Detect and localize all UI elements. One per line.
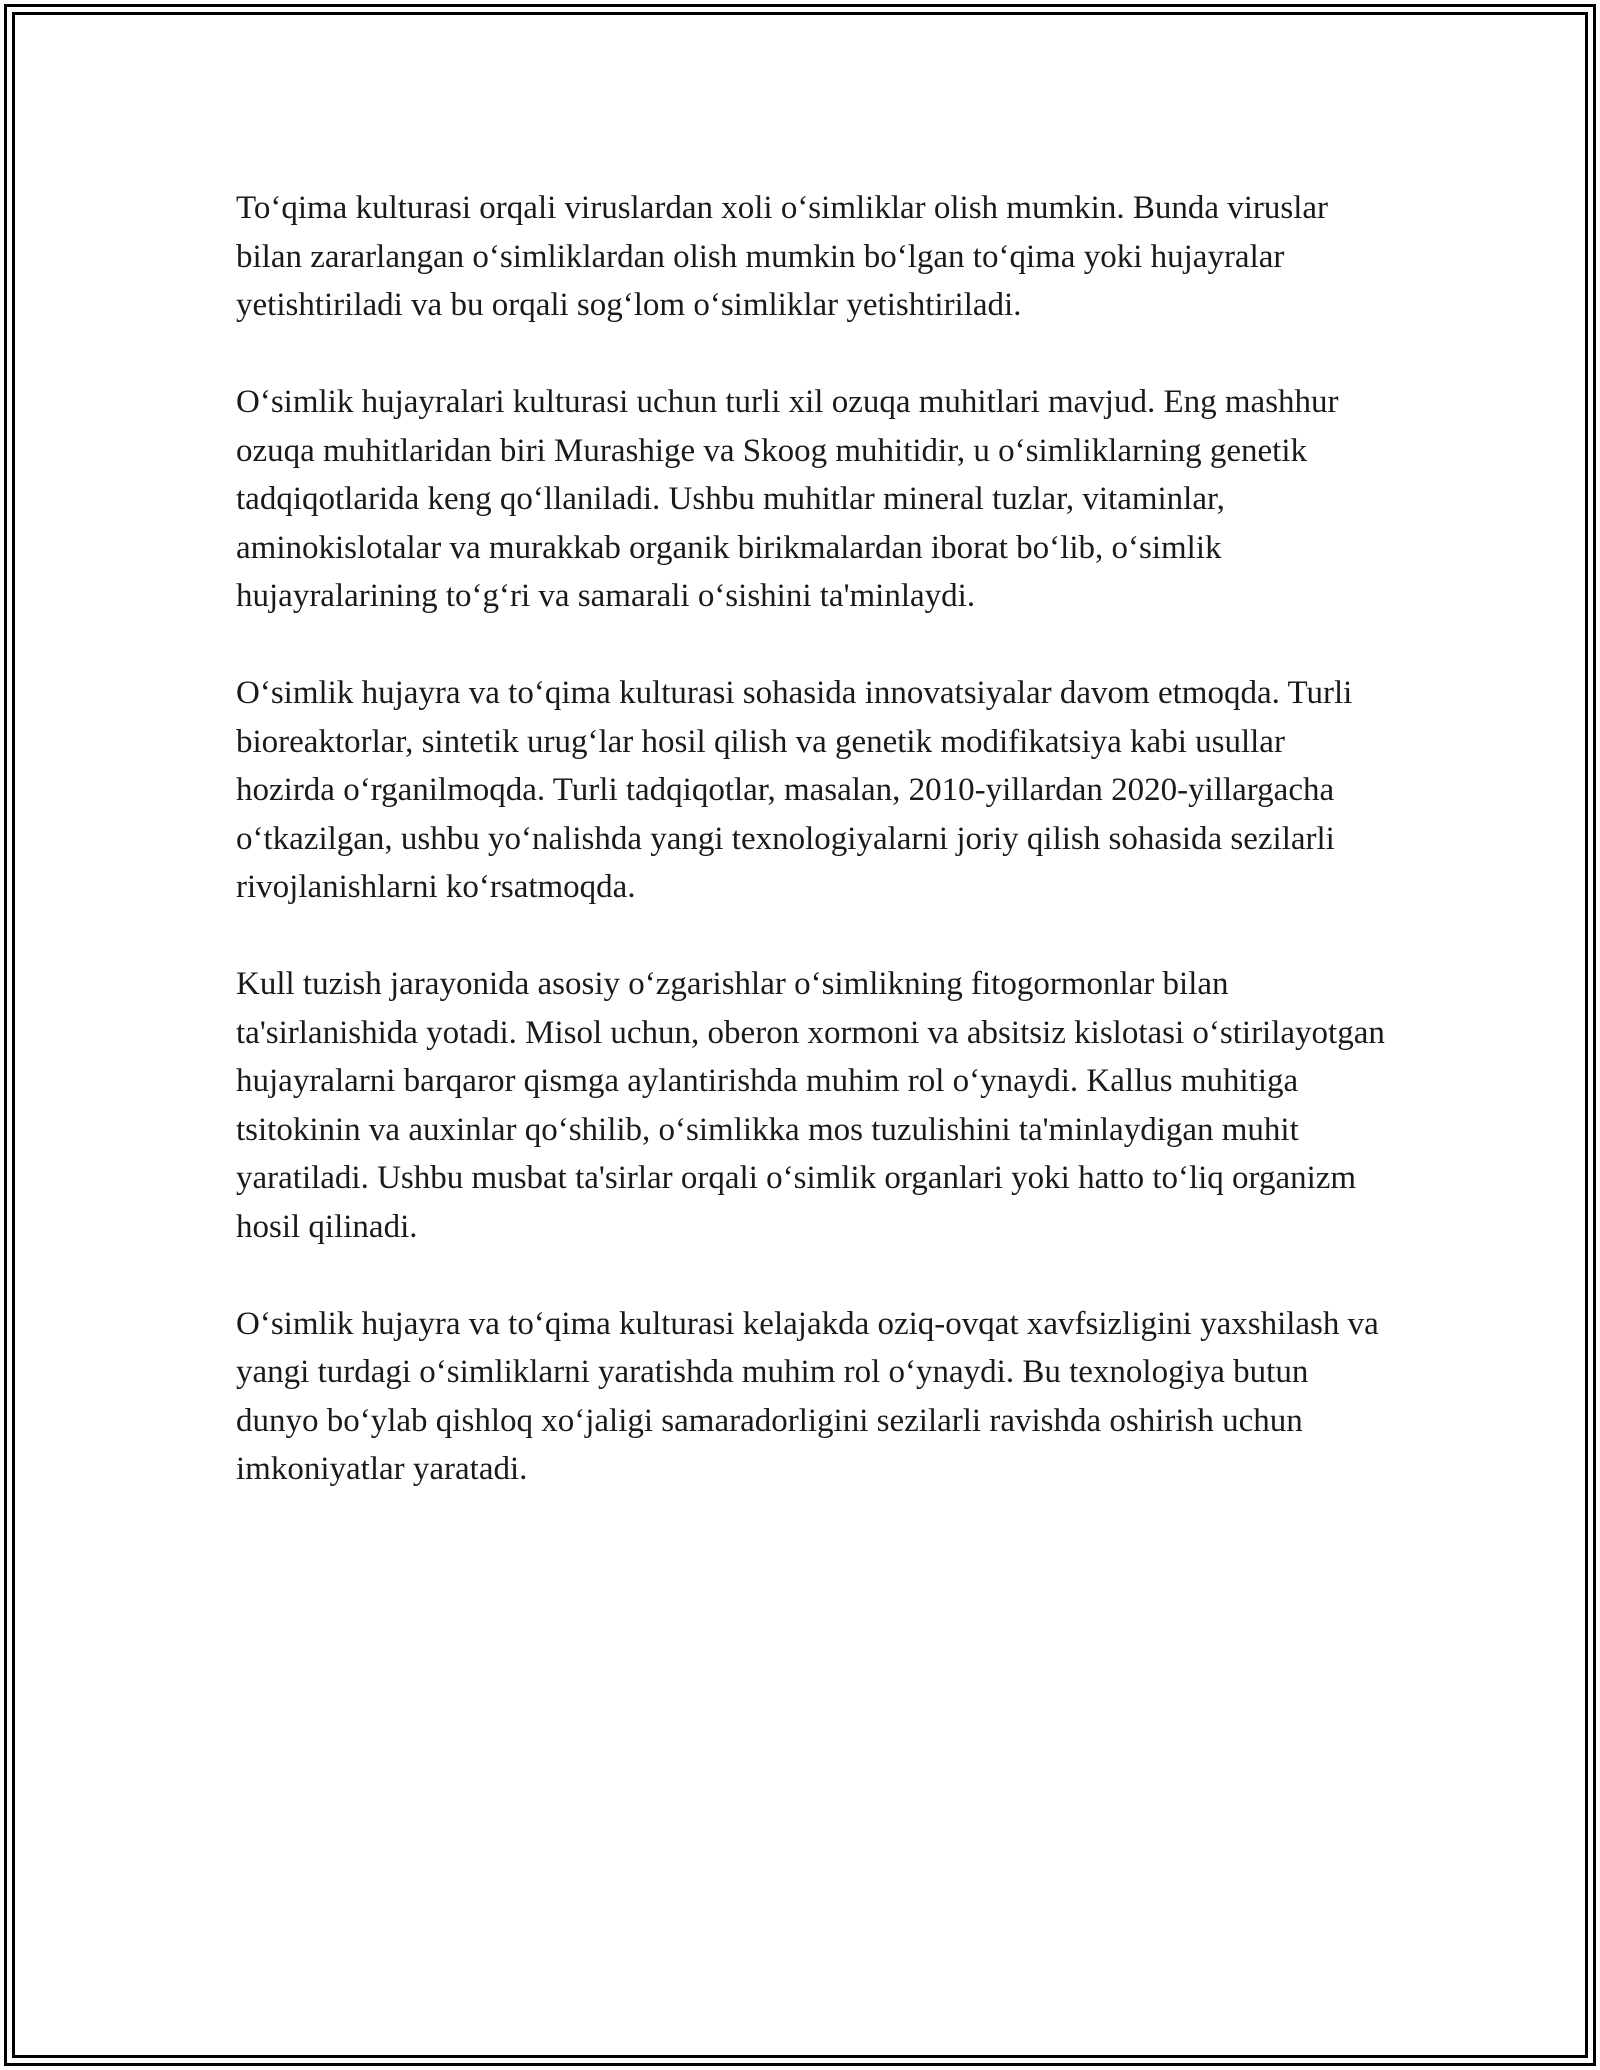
paragraph-1: To‘qima kulturasi orqali viruslardan xoli o‘simliklar olish mumkin. Bunda viruslar bilan zararlangan o‘simliklardan olish mumkin bo‘lgan to‘qima yoki hujayralar yetishtiriladi va bu orqali sog‘lom o‘simliklar yetishtiriladi. bbox=[236, 190, 1329, 323]
paragraph-4: Kull tuzish jarayonida asosiy o‘zgarishlar o‘simlikning fitogormonlar bilan ta'sirlanishida yotadi. Misol uchun, oberon xormoni va absitsiz kislotasi o‘stirilayotgan hujayralarni barqaror qismga aylantirishda muhim rol o‘ynaydi. Kallus muhitiga tsitokinin va auxinlar qo‘shilib, o‘simlikka mos tuzulishini ta'minlaydigan muhit yaratiladi. Ushbu musbat ta'sirlar orqali o‘simlik organlari yoki hatto to‘liq organizm hosil qilinadi. bbox=[236, 966, 1385, 1245]
paragraph-2: O‘simlik hujayralari kulturasi uchun turli xil ozuqa muhitlari mavjud. Eng mashhur ozuqa muhitlaridan biri Murashige va Skoog muhitidir, u o‘simliklarning genetik tadqiqotlarida keng qo‘llaniladi. Ushbu muhitlar mineral tuzlar, vitaminlar, aminokislotalar va murakkab organik birikmalardan iborat bo‘lib, o‘simlik hujayralarining to‘g‘ri va samarali o‘sishini ta'minlaydi. bbox=[236, 384, 1339, 614]
document-body bbox=[236, 184, 1386, 1542]
paragraph-3: O‘simlik hujayra va to‘qima kulturasi sohasida innovatsiyalar davom etmoqda. Turli bioreaktorlar, sintetik urug‘lar hosil qilish va genetik modifikatsiya kabi usullar hozirda o‘rganilmoqda. Turli tadqiqotlar, masalan, 2010-yillardan 2020-yillargacha o‘tkazilgan, ushbu yo‘nalishda yangi texnologiyalarni joriy qilish sohasida sezilarli rivojlanishlarni ko‘rsatmoqda. bbox=[236, 675, 1353, 905]
paragraph-5: O‘simlik hujayra va to‘qima kulturasi kelajakda oziq-ovqat xavfsizligini yaxshilash va yangi turdagi o‘simliklarni yaratishda muhim rol o‘ynaydi. Bu texnologiya butun dunyo bo‘ylab qishloq xo‘jaligi samaradorligini sezilarli ravishda oshirish uchun imkoniyatlar yaratadi. bbox=[236, 1305, 1379, 1487]
